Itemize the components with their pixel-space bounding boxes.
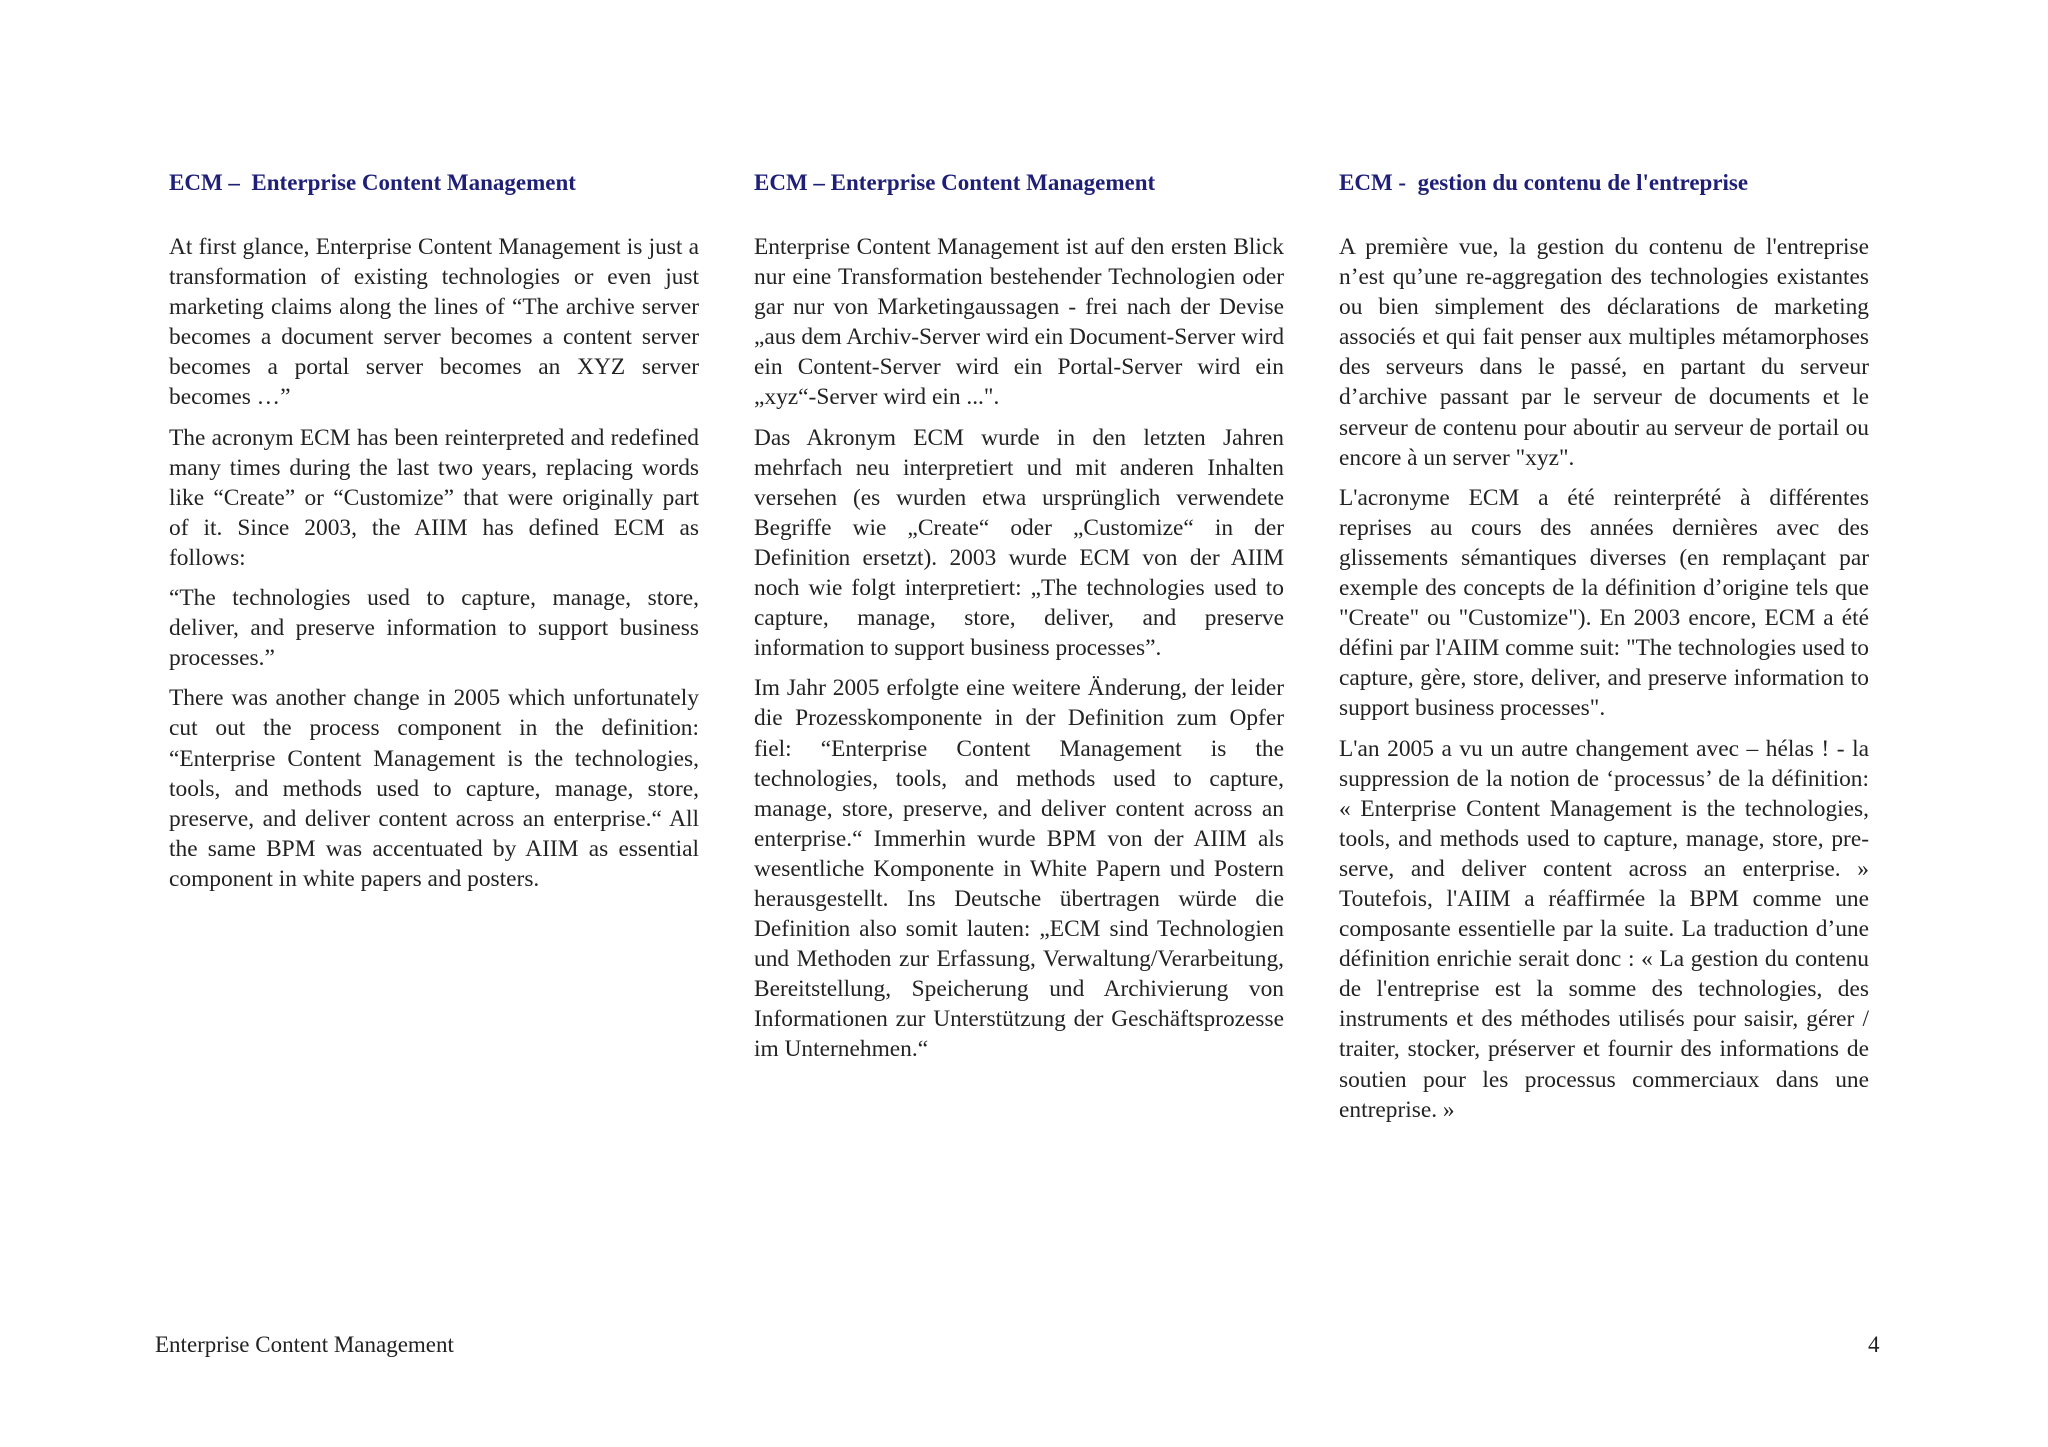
paragraph: There was another change in 2005 which unfortunately cut out the process component in the definition: “Enterprise Content Management is the technologies, tools, and methods used to capture, manage, store, preserve, and deliver content across an enterprise.“ All the same BPM was accentuated by AIIM as essential component in white papers and posters. (169, 685, 699, 892)
paragraph: Das Akronym ECM wurde in den letzten Jahren mehrfach neu interpretiert und mit anderen Inhalten versehen (es wurden etwa ursprünglich verwendete Begriffe wie „Create“ oder „Customize“ in der Definition ersetzt). 2003 wurde ECM von der AIIM noch wie folgt interpretiert: „The technologies used to capture, manage, store, deliver, and preserve information to support business processes”. (754, 424, 1284, 662)
paragraph: At first glance, Enterprise Content Management is just a transformation of existing technologies or even just marketing claims along the lines of “The archive server becomes a document server becomes a content server becomes a portal server becomes an XYZ server becomes …” (169, 234, 699, 411)
paragraph: A première vue, la gestion du contenu de l'entreprise n’est qu’une re-aggregation des technologies existantes ou bien simplement des déclarations de marketing associés et qui fait penser aux multiples métamorphoses des serveurs dans le passé, en partant du serveur d’archive passant par le serveur de documents et le serveur de contenu pour aboutir au serveur de portail ou encore à un server "xyz". (1339, 234, 1869, 471)
footer-title: Enterprise Content Management (155, 1332, 454, 1357)
heading-german: ECM – Enterprise Content Management (754, 170, 1156, 195)
column-german (754, 166, 1284, 1075)
column-english (169, 166, 699, 904)
paragraph: “The technologies used to capture, manage, store, deliver, and preserve information to support business processes.” (169, 585, 699, 672)
heading-french: ECM - gestion du contenu de l'entreprise (1339, 170, 1749, 195)
paragraph: Enterprise Content Management ist auf den ersten Blick nur eine Transformation bestehender Technologien oder gar nur von Marketingaussagen - frei nach der Devise „aus dem Archiv-Server wird ein Document-Server wird ein Content-Server wird ein Portal-Server wird ein „xyz“-Server wird ein ...". (754, 234, 1285, 411)
page-number: 4 (1868, 1332, 1880, 1357)
paragraph: L'acronyme ECM a été reinterprété à différentes reprises au cours des années dernières avec des glissements sémantiques diverses (en remplaçant par exemple des concepts de la définition d’origine tels que "Create" ou "Customize"). En 2003 encore, ECM a été défini par l'AIIM comme suit: "The technologies used to capture, gère, store, deliver, and preserve information to support business processes". (1339, 484, 1869, 722)
column-french (1339, 166, 1869, 1135)
paragraph: L'an 2005 a vu un autre changement avec – hélas ! - la suppression de la notion de ‘processus’ de la définition: « Enterprise Content Management is the technologies, tools, and methods used to capture, manage, store, preserve, and deliver content across an enterprise. » Toutefois, l'AIIM a réaffirmée la BPM comme une composante essentielle par la suite. La traduction d’une définition enrichie serait donc : « La gestion du contenu de l'entreprise est la somme des technologies, des instruments et des méthodes utilisés pour saisir, gérer / traiter, stocker, préserver et fournir des informations de soutien pour les processus commerciaux dans une entreprise. » (1339, 735, 1869, 1123)
paragraph: The acronym ECM has been reinterpreted and redefined many times during the last two years, replacing words like “Create” or “Customize” that were originally part of it. Since 2003, the AIIM has defined ECM as follows: (169, 424, 699, 571)
paragraph: Im Jahr 2005 erfolgte eine weitere Änderung, der leider die Prozesskomponente in der Definition zum Opfer fiel: “Enterprise Content Management is the technologies, tools, and methods used to capture, manage, store, preserve, and deliver content across an enterprise.“ Immerhin wurde BPM von der AIIM als wesentliche Komponente in White Papern und Postern herausgestellt. Ins Deutsche übertragen würde die Definition also somit lauten: „ECM sind Technologien und Methoden zur Erfassung, Verwaltung/Verarbeitung, Bereitstellung, Speicherung und Archivierung von Informationen zur Unterstützung der Geschäftsprozesse im Unternehmen.“ (754, 675, 1284, 1063)
heading-english: ECM – Enterprise Content Management (169, 170, 576, 195)
